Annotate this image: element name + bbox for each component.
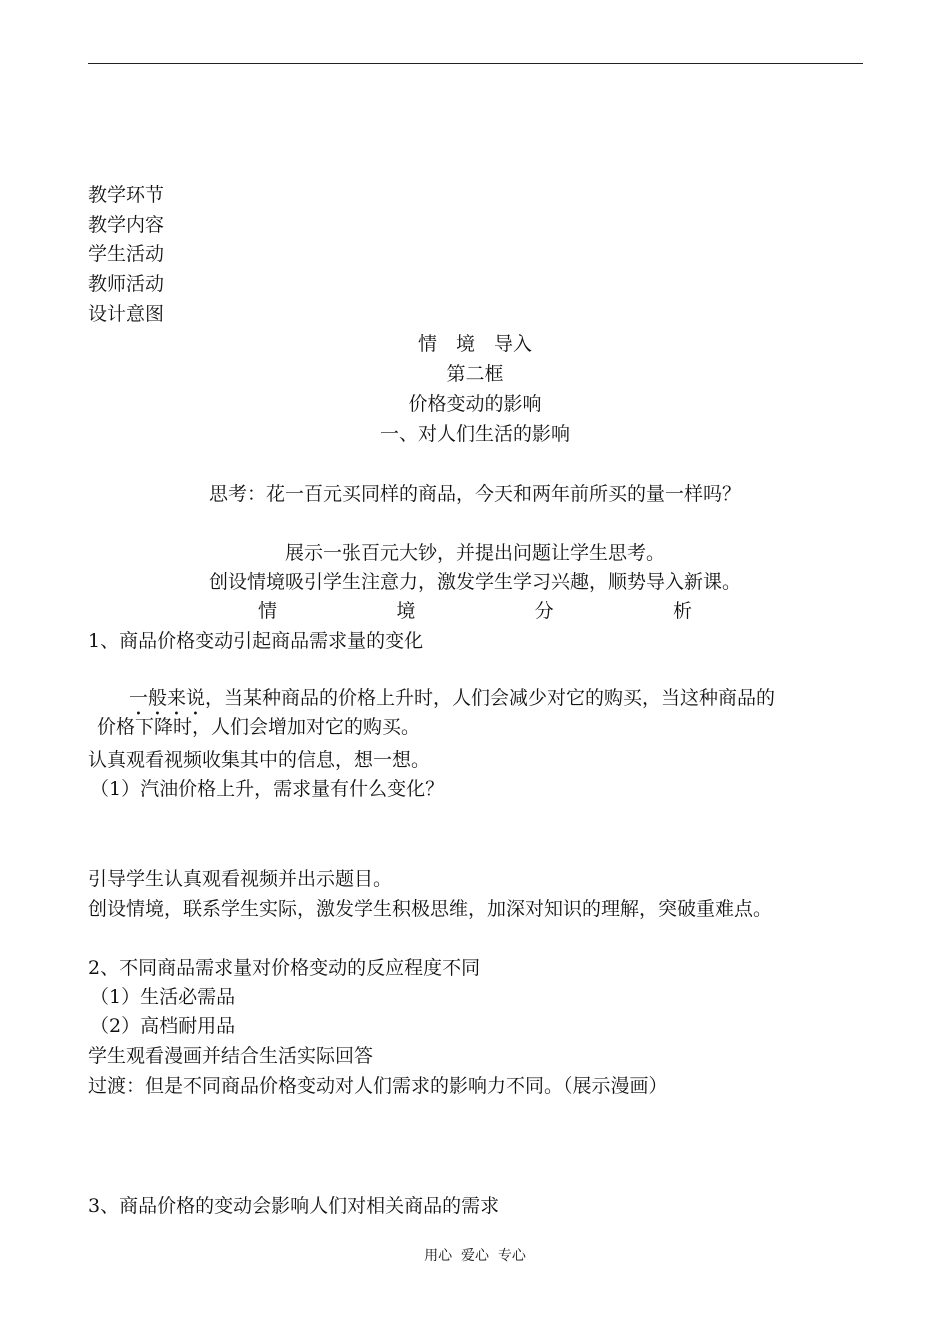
stage-label: 情 境 导入 bbox=[417, 333, 532, 355]
analysis-stage-label bbox=[258, 599, 692, 623]
transition-text: 过渡：但是不同商品价格变动对人们需求的影响力不同。（展示漫画） bbox=[88, 1075, 668, 1097]
explanation-line-2: 价格下降时，人们会增加对它的购买。 bbox=[97, 716, 421, 738]
guide-text: 引导学生认真观看视频并出示题目。 bbox=[88, 868, 393, 890]
emphasis-phrase: 一般来说 bbox=[129, 687, 206, 709]
design-intent-text: 创设情境吸引学生注意力，激发学生学习兴趣，顺势导入新课。 bbox=[208, 571, 741, 593]
frame-label: 第二框 bbox=[446, 363, 504, 385]
item-necessities: （1）生活必需品 bbox=[90, 986, 236, 1008]
point-3-heading: 3、商品价格的变动会影响人们对相关商品的需求 bbox=[88, 1195, 500, 1217]
point-1-heading: 1、商品价格变动引起商品需求量的变化 bbox=[88, 630, 424, 652]
heading-teaching-content: 教学内容 bbox=[88, 214, 165, 236]
thinking-question: 思考：花一百元买同样的商品，今天和两年前所买的量一样吗？ bbox=[208, 483, 741, 505]
heading-teaching-stage: 教学环节 bbox=[88, 184, 165, 206]
heading-teacher-activity: 教师活动 bbox=[88, 273, 165, 295]
heading-student-activity: 学生活动 bbox=[88, 243, 165, 265]
lesson-title: 价格变动的影响 bbox=[408, 393, 542, 415]
header-rule bbox=[88, 63, 863, 64]
analysis-char-1: 情 bbox=[258, 600, 278, 622]
teacher-action-text: 展示一张百元大钞，并提出问题让学生思考。 bbox=[284, 542, 665, 564]
question-1: （1）汽油价格上升，需求量有什么变化？ bbox=[90, 778, 445, 800]
student-activity-text: 学生观看漫画并结合生活实际回答 bbox=[88, 1045, 374, 1067]
section-heading: 一、对人们生活的影响 bbox=[379, 423, 570, 445]
design-intent-2: 创设情境，联系学生实际，激发学生积极思维，加深对知识的理解，突破重难点。 bbox=[88, 898, 773, 920]
explanation-line-1: ，当某种商品的价格上升时，人们会减少对它的购买，当这种商品的 bbox=[205, 687, 776, 709]
analysis-char-4: 析 bbox=[672, 600, 692, 622]
item-durables: （2）高档耐用品 bbox=[90, 1015, 236, 1037]
video-task: 认真观看视频收集其中的信息，想一想。 bbox=[88, 749, 431, 771]
heading-design-intent: 设计意图 bbox=[88, 303, 165, 325]
analysis-char-3: 分 bbox=[534, 600, 554, 622]
analysis-char-2: 境 bbox=[396, 600, 416, 622]
point-2-heading: 2、不同商品需求量对价格变动的反应程度不同 bbox=[88, 957, 481, 979]
page-footer: 用心 爱心 专心 bbox=[424, 1248, 526, 1264]
